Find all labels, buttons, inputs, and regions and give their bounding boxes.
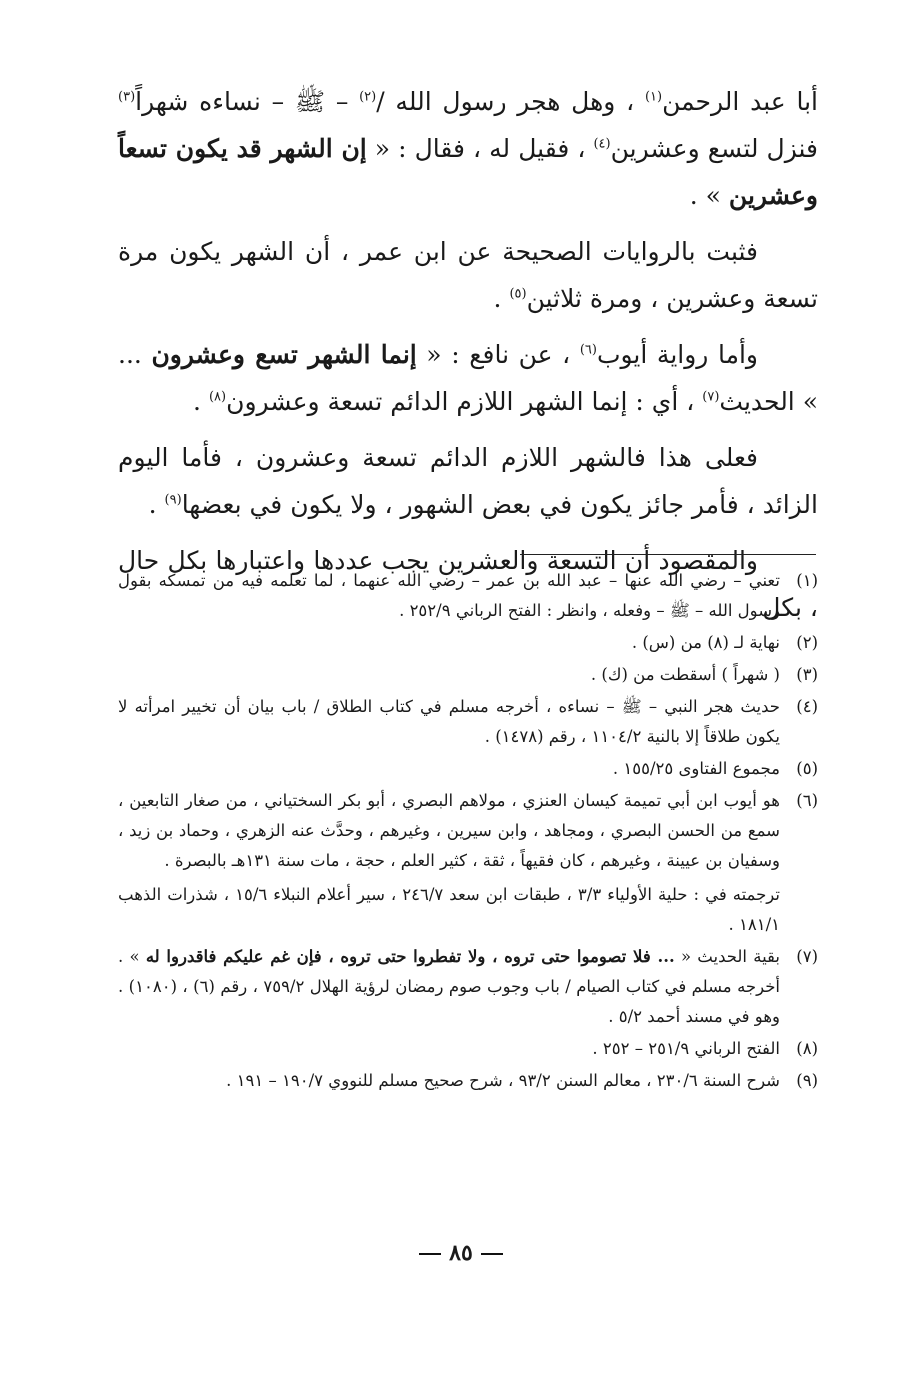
footnote-5 — [118, 754, 818, 784]
text-run: فعلى هذا فالشهر اللازم الدائم تسعة وعشرون ، فأما اليوم الزائد ، فأمر جائز يكون في بعض الشهور ، ولا يكون في بعضها — [118, 443, 818, 519]
text-run: . — [148, 490, 165, 519]
footnote-text — [118, 786, 780, 940]
footnote-bio: هو أيوب ابن أبي تميمة كيسان العنزي ، مولاهم البصري ، أبو بكر السختياني ، من صغار التابعين ، سمع من الحسن البصري ، ومجاهد ، وابن سيرين ، وغيرهم ، وحدَّث عنه الزهري ، وحماد بن زيد ، وسفيان بن عيينة ، وغيرهم ، كان فقيهاً ، ثقة ، كثير العلم ، حجة ، مات سنة ١٣١هـ بالبصرة . — [118, 791, 780, 870]
footnote-number: (٨) — [796, 1039, 818, 1058]
footnote-ref[interactable]: (٢) — [359, 89, 377, 105]
footnote-text: تعني – رضي الله عنها – عبد الله بن عمر – رضي الله عنهما ، لما تعلمه فيه من تمسكه بقول رسول الله – ﷺ – وفعله ، وانظر : الفتح الرباني ٢٥٢/٩ . — [118, 571, 780, 620]
footnote-2 — [118, 628, 818, 658]
footnote-ref[interactable]: (٩) — [164, 492, 182, 508]
footnote-4 — [118, 692, 818, 752]
page-number-value: ٨٥ — [449, 1240, 473, 1266]
paragraph-1 — [118, 78, 818, 219]
text-run: » . — [689, 181, 729, 210]
footnote-ref[interactable]: (٤) — [593, 136, 611, 152]
footnote-ref[interactable]: (٦) — [579, 342, 597, 358]
footnote-text — [118, 942, 780, 1032]
footnote-1 — [118, 566, 818, 626]
paragraph-4 — [118, 434, 818, 528]
footnotes — [118, 566, 818, 1098]
text-run: . — [493, 284, 510, 313]
footnote-ref[interactable]: (٨) — [208, 389, 227, 405]
footnote-ref[interactable]: (١) — [644, 89, 663, 105]
text-run: » . أخرجه مسلم في كتاب الصيام / باب وجوب صوم رمضان لرؤية الهلال ٧٥٩/٢ ، رقم (٦) ، (١٠٨٠) . وهو في مسند أحمد ٥/٢ . — [118, 947, 780, 1026]
main-text — [118, 78, 818, 640]
text-run: . — [193, 387, 209, 416]
footnote-number: (٥) — [796, 759, 818, 778]
page-number-dash-right — [419, 1253, 441, 1255]
text-run: فنزل لتسع وعشرين — [610, 134, 818, 163]
page-number — [0, 1240, 922, 1266]
page-number-dash-left — [481, 1253, 503, 1255]
text-run: – ﷺ – نساءه شهراً — [135, 87, 360, 116]
footnote-number: (٣) — [796, 665, 818, 684]
text-run: أبا عبد الرحمن — [662, 87, 818, 116]
footnote-9 — [118, 1066, 818, 1096]
text-run: ، فقيل له ، فقال : « — [366, 134, 594, 163]
text-run: بقية الحديث « — [674, 947, 780, 966]
footnote-text: شرح السنة ٢٣٠/٦ ، معالم السنن ٩٣/٢ ، شرح صحيح مسلم للنووي ١٩٠/٧ – ١٩١ . — [226, 1071, 780, 1090]
footnote-text: الفتح الرباني ٢٥١/٩ – ٢٥٢ . — [592, 1039, 780, 1058]
hadith-quote: إن الشهر قد يكون تسعاً وعشرين — [118, 134, 818, 210]
text-run: فثبت بالروايات الصحيحة عن ابن عمر ، أن الشهر يكون مرة تسعة وعشرين ، ومرة ثلاثين — [118, 237, 818, 313]
footnote-8 — [118, 1034, 818, 1064]
text-run: ، وهل هجر رسول الله / — [376, 87, 645, 116]
footnote-ref[interactable]: (٧) — [702, 389, 720, 405]
footnote-text: نهاية لـ (٨) من (س) . — [631, 633, 780, 652]
paragraph-2 — [118, 228, 818, 322]
footnote-number: (٢) — [796, 633, 818, 652]
text-run: ... » الحديث — [118, 340, 818, 416]
footnote-3 — [118, 660, 818, 690]
footnote-7 — [118, 942, 818, 1032]
footnote-ref[interactable]: (٥) — [509, 286, 527, 302]
paragraph-3 — [118, 331, 818, 425]
footnote-text: حديث هجر النبي – ﷺ – نساءه ، أخرجه مسلم في كتاب الطلاق / باب بيان أن تخيير امرأته لا يكون طلاقاً إلا بالنية ١١٠٤/٢ ، رقم (١٤٧٨) . — [118, 697, 780, 746]
text-run: وأما رواية أيوب — [596, 340, 758, 369]
footnote-sources: ترجمته في : حلية الأولياء ٣/٣ ، طبقات ابن سعد ٢٤٦/٧ ، سير أعلام النبلاء ١٥/٦ ، شذرات الذهب ١٨١/١ . — [118, 885, 780, 934]
footnote-separator — [520, 554, 816, 555]
paragraph-5: والمقصود أن التسعة والعشرين يجب عددها واعتبارها بكل حال ، بكل — [118, 546, 818, 622]
hadith-quote: ... فلا تصوموا حتى تروه ، ولا تفطروا حتى تروه ، فإن غم عليكم فاقدروا له — [145, 947, 675, 966]
text-run: ، أي : إنما الشهر اللازم الدائم تسعة وعشرون — [226, 387, 703, 416]
footnote-number: (١) — [796, 571, 818, 590]
footnote-number: (٦) — [796, 791, 818, 810]
footnote-ref[interactable]: (٣) — [118, 89, 136, 105]
footnote-6 — [118, 786, 818, 940]
footnote-number: (٧) — [796, 947, 818, 966]
hadith-quote: إنما الشهر تسع وعشرون — [151, 340, 417, 369]
footnote-number: (٩) — [796, 1071, 818, 1090]
footnote-text: مجموع الفتاوى ١٥٥/٢٥ . — [612, 759, 780, 778]
text-run: ، عن نافع : « — [416, 340, 580, 369]
footnote-text: ( شهراً ) أسقطت من (ك) . — [590, 665, 780, 684]
footnote-number: (٤) — [796, 697, 818, 716]
